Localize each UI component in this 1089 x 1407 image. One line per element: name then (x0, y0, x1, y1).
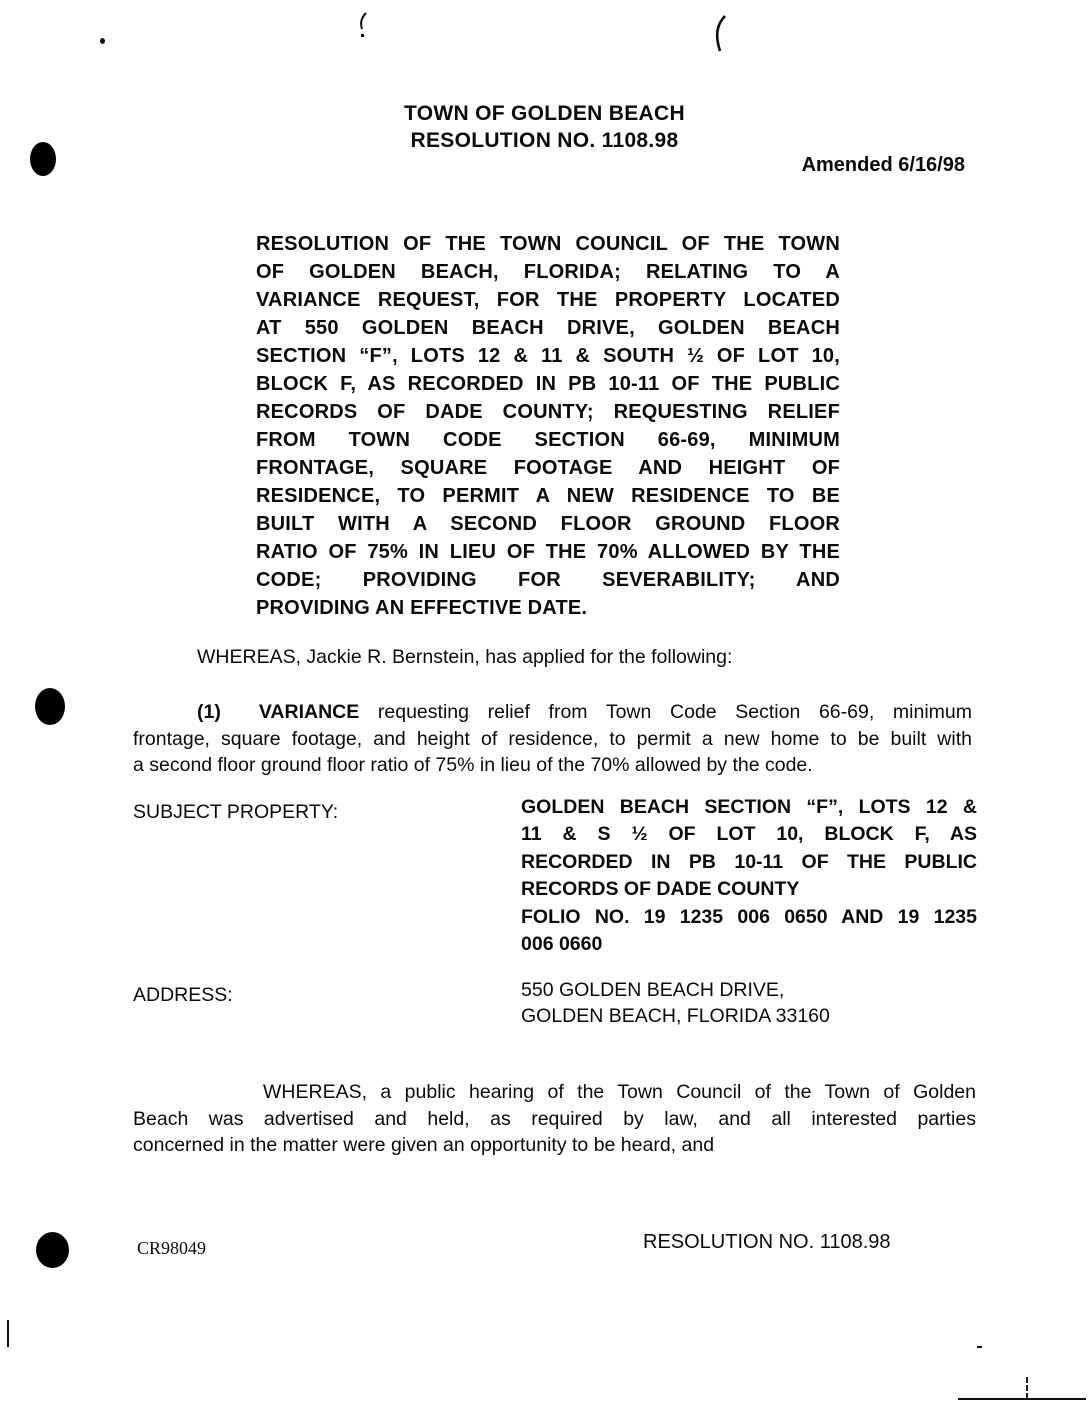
scan-tick-line (1026, 1377, 1028, 1399)
address-line: GOLDEN BEACH, FLORIDA 33160 (521, 1005, 830, 1027)
address-label: ADDRESS: (133, 984, 233, 1006)
document-header (0, 100, 1089, 154)
item-number: (1) (197, 701, 221, 723)
title-line: CODE; PROVIDING FOR SEVERABILITY; AND (256, 569, 840, 591)
subject-property-line: 11 & S ½ OF LOT 10, BLOCK F, AS (521, 823, 977, 846)
hole-punch-mark (35, 688, 65, 725)
hole-punch-mark (36, 1232, 69, 1268)
footer-doc-code: CR98049 (137, 1238, 207, 1258)
paragraph-line (133, 699, 972, 726)
whereas-applicant-paragraph: WHEREAS, Jackie R. Bernstein, has applied for the following: (197, 646, 733, 668)
scan-bottom-line (958, 1398, 1086, 1400)
whereas-hearing-paragraph (133, 1079, 976, 1159)
paragraph-line: concerned in the matter were given an opportunity to be heard, and (133, 1134, 715, 1156)
subject-property-line: 006 0660 (521, 933, 603, 956)
title-line: BUILT WITH A SECOND FLOOR GROUND FLOOR (256, 513, 840, 535)
resolution-title-block (256, 230, 840, 622)
subject-property-label: SUBJECT PROPERTY: (133, 801, 339, 823)
scan-paren-mark (711, 15, 729, 53)
subject-property-value (521, 794, 977, 958)
address-value (521, 977, 830, 1029)
title-line: VARIANCE REQUEST, FOR THE PROPERTY LOCATED (256, 289, 840, 311)
document-title-line2: RESOLUTION NO. 1108.98 (410, 129, 679, 152)
item-text: requesting relief from Town Code Section 66-69, minimum (377, 701, 972, 723)
title-line: RESOLUTION OF THE TOWN COUNCIL OF THE TOWN (256, 233, 840, 255)
paragraph-line: frontage, square footage, and height of residence, to permit a new home to be built with (133, 727, 972, 750)
title-line: FROM TOWN CODE SECTION 66-69, MINIMUM (256, 429, 840, 451)
subject-property-line: RECORDS OF DADE COUNTY (521, 878, 800, 901)
address-line: 550 GOLDEN BEACH DRIVE, (521, 979, 785, 1001)
scan-speck-mark (977, 1346, 982, 1348)
subject-property-line: GOLDEN BEACH SECTION “F”, LOTS 12 & (521, 796, 977, 818)
title-line: OF GOLDEN BEACH, FLORIDA; RELATING TO A (256, 261, 840, 283)
title-line: FRONTAGE, SQUARE FOOTAGE AND HEIGHT OF (256, 457, 840, 479)
title-line: RECORDS OF DADE COUNTY; REQUESTING RELIEF (256, 401, 840, 423)
paragraph-line: a second floor ground floor ratio of 75% in lieu of the 70% allowed by the code. (133, 754, 813, 776)
scan-edge-line (7, 1320, 9, 1347)
paragraph-line: Beach was advertised and held, as required by law, and all interested parties (133, 1107, 976, 1130)
footer-resolution-ref: RESOLUTION NO. 1108.98 (643, 1231, 891, 1253)
scan-stroke-mark (356, 12, 370, 40)
title-line: RATIO OF 75% IN LIEU OF THE 70% ALLOWED BY THE (256, 541, 840, 563)
title-line: RESIDENCE, TO PERMIT A NEW RESIDENCE TO BE (256, 485, 840, 507)
item-keyword: VARIANCE (258, 701, 360, 723)
document-title-line1: TOWN OF GOLDEN BEACH (404, 102, 685, 125)
title-line: AT 550 GOLDEN BEACH DRIVE, GOLDEN BEACH (256, 317, 840, 339)
title-line: SECTION “F”, LOTS 12 & 11 & SOUTH ½ OF LOT 10, (256, 345, 840, 367)
title-line: PROVIDING AN EFFECTIVE DATE. (256, 597, 588, 619)
amended-note: Amended 6/16/98 (801, 154, 965, 176)
title-line: BLOCK F, AS RECORDED IN PB 10-11 OF THE PUBLIC (256, 373, 840, 395)
variance-item-paragraph (133, 699, 972, 779)
subject-property-line: FOLIO NO. 19 1235 006 0650 AND 19 1235 (521, 905, 977, 928)
subject-property-line: RECORDED IN PB 10-11 OF THE PUBLIC (521, 850, 977, 873)
scan-speck-mark (100, 38, 105, 44)
paragraph-line: WHEREAS, a public hearing of the Town Council of the Town of Golden (263, 1081, 976, 1103)
